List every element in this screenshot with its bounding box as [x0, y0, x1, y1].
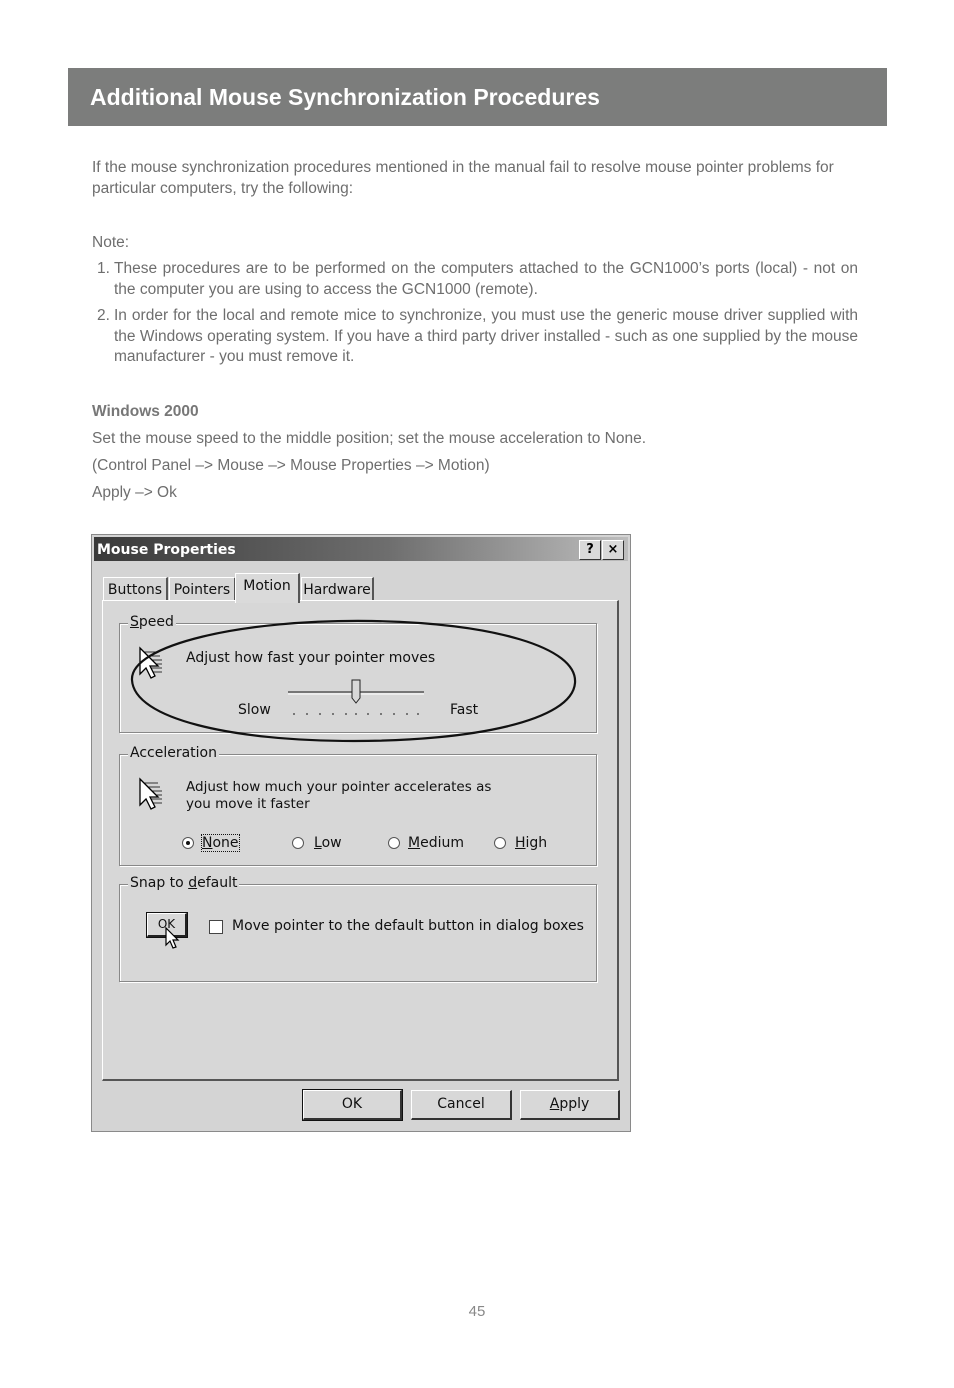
radio-medium-label[interactable]: Medium [408, 835, 464, 851]
intro-paragraph: If the mouse synchronization procedures mentioned in the manual fail to resolve mouse pointer problems for particular computers, try the following: [92, 159, 834, 197]
notes-list [92, 259, 858, 374]
snap-preview-button: OK [147, 913, 187, 937]
windows-2000-heading: Windows 2000 [92, 403, 199, 420]
speed-group [119, 614, 597, 733]
dialog-titlebar [94, 537, 628, 561]
list-item-text: In order for the local and remote mice to synchronize, you must use the generic mouse driver supplied with the Windows operating system. If you have a third party driver installed - such as one supplied by the mouse manufacturer - you must remove it. [114, 307, 858, 365]
snap-group-label: Snap to default [130, 875, 238, 891]
radio-none-label[interactable]: None [202, 835, 239, 851]
radio-low-label[interactable]: Low [314, 835, 342, 851]
radio-low[interactable] [292, 837, 304, 849]
snap-pointer-icon [164, 927, 182, 951]
snap-checkbox[interactable] [209, 920, 223, 934]
mouse-properties-dialog [91, 534, 631, 1132]
page-title: Additional Mouse Synchronization Procedures [90, 84, 600, 110]
list-item [92, 306, 858, 368]
speed-description: Adjust how fast your pointer moves [186, 650, 436, 666]
slow-label: Slow [238, 702, 271, 718]
snap-to-default-group [119, 875, 597, 982]
acceleration-group-label: Acceleration [130, 745, 217, 761]
acceleration-description-line1: Adjust how much your pointer accelerates as [186, 779, 492, 795]
speed-group-label: Speed [130, 614, 174, 630]
ok-button[interactable]: OK [303, 1090, 402, 1120]
radio-none[interactable] [182, 837, 194, 849]
radio-medium[interactable] [388, 837, 400, 849]
motion-panel [102, 600, 619, 1081]
snap-checkbox-label[interactable]: Move pointer to the default button in dialog boxes [232, 918, 584, 934]
pointer-acceleration-icon [138, 777, 178, 817]
instruction-line: Set the mouse speed to the middle position; set the mouse acceleration to None. [92, 430, 647, 447]
instruction-path: (Control Panel –> Mouse –> Mouse Properties –> Motion) [92, 457, 490, 474]
help-icon[interactable]: ? [579, 540, 601, 560]
note-label: Note: [92, 234, 130, 251]
speed-slider[interactable] [286, 678, 426, 718]
list-item-text: These procedures are to be performed on the computers attached to the GCN1000’s ports (local) - not on the computer you are using to access the GCN1000 (remote). [114, 260, 858, 298]
radio-high[interactable] [494, 837, 506, 849]
pointer-speed-icon [138, 646, 178, 686]
radio-high-label[interactable]: High [515, 835, 548, 851]
tab-hardware[interactable]: Hardware [301, 577, 374, 602]
list-number: 1. [97, 260, 110, 277]
dialog-title: Mouse Properties [97, 542, 236, 558]
section-banner [68, 68, 887, 126]
acceleration-group [119, 745, 597, 866]
instruction-apply: Apply –> Ok [92, 484, 177, 501]
page-number: 45 [468, 1303, 486, 1320]
close-icon[interactable]: × [602, 540, 624, 560]
tab-pointers[interactable]: Pointers [169, 577, 236, 602]
fast-label: Fast [450, 702, 479, 718]
tab-motion[interactable]: Motion [235, 573, 300, 603]
list-number: 2. [97, 307, 110, 324]
list-item [92, 259, 858, 300]
apply-button[interactable]: Apply [520, 1090, 620, 1120]
acceleration-description-line2: you move it faster [186, 796, 310, 812]
cancel-button[interactable]: Cancel [411, 1090, 512, 1120]
tab-buttons[interactable]: Buttons [103, 577, 168, 602]
slider-thumb[interactable] [352, 680, 360, 703]
